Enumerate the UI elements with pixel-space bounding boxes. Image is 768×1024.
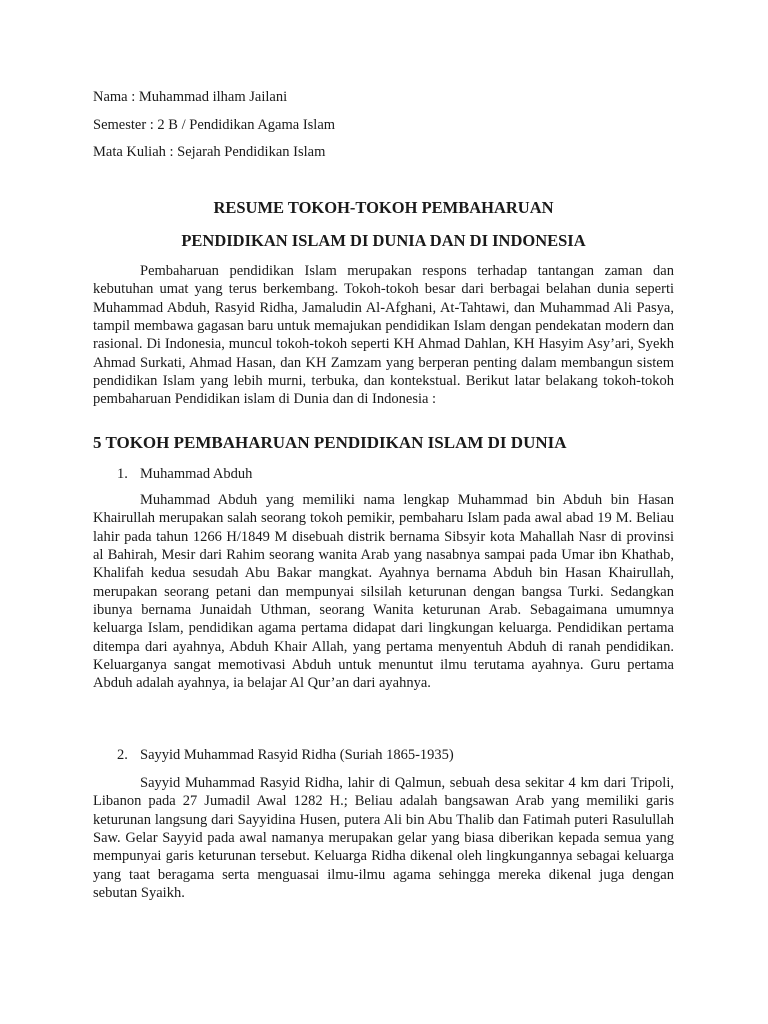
list-item-name: Muhammad Abduh <box>140 466 253 482</box>
course-line: Mata Kuliah : Sejarah Pendidikan Islam <box>93 144 326 160</box>
section-heading: 5 TOKOH PEMBAHARUAN PENDIDIKAN ISLAM DI DUNIA <box>93 433 567 452</box>
document-title-line1: RESUME TOKOH-TOKOH PEMBAHARUAN <box>213 198 554 217</box>
semester-line: Semester : 2 B / Pendidikan Agama Islam <box>93 117 336 133</box>
item-2-paragraph: Sayyid Muhammad Rasyid Ridha, lahir di Qalmun, sebuah desa sekitar 4 km dari Tripoli, Libanon pada 27 Jumadil Awal 1282 H.; Beliau adalah bangsawan Arab yang memiliki garis keturunan langsung dari Sayyidina Husen, putera Ali bin Abu Thalib dan Fatimah puteri Rasulullah Saw. Gelar Sayyid pada awal namanya merupakan gelar yang biasa diberikan kepada semua yang mempunyai garis keturunan tersebut. Keluarga Ridha dikenal oleh lingkungannya sebagai keluarga yang taat beragama serta menguasai ilmu-ilmu agama sehingga mereka dikenal juga dengan sebutan Syaikh. <box>93 775 674 902</box>
intro-paragraph: Pembaharuan pendidikan Islam merupakan respons terhadap tantangan zaman dan kebutuhan umat yang terus berkembang. Tokoh-tokoh besar dari berbagai belahan dunia seperti Muhammad Abduh, Rasyid Ridha, Jamaludin Al-Afghani, At-Tahtawi, dan Muhammad Ali Pasya, tampil membawa gagasan baru untuk memajukan pendidikan Islam dengan pendekatan modern dan rasional. Di Indonesia, muncul tokoh-tokoh seperti KH Ahmad Dahlan, KH Hasyim Asy’ari, Syekh Ahmad Surkati, Ahmad Hasan, dan KH Zamzam yang berperan penting dalam membangun sistem pendidikan Islam yang lebih murni, terbuka, dan kontekstual. Berikut latar belakang tokoh-tokoh pembaharuan Pendidikan islam di Dunia dan di Indonesia : <box>93 263 674 408</box>
list-item-name: Sayyid Muhammad Rasyid Ridha (Suriah 1865-1935) <box>140 747 454 763</box>
list-item-number: 2. <box>117 747 128 763</box>
list-item-1 <box>117 465 252 483</box>
item-1-paragraph: Muhammad Abduh yang memiliki nama lengkap Muhammad bin Abduh bin Hasan Khairullah merupakan salah seorang tokoh pemikir, pembaharu Islam pada awal abad 19 M. Beliau lahir pada tahun 1266 H/1849 M disebuah distrik bernama Sibsyir kota Mahallah Nasr di provinsi al Bahirah, Mesir dari Rahim seorang wanita Arab yang nasabnya sampai pada Umar ibn Khathab, Khalifah kedua sesudah Abu Bakar mangkat. Ayahnya bernama Abduh bin Hasan Khairullah, merupakan seorang petani dan mempunyai silsilah keturunan dengan bangsa Turki. Sedangkan ibunya bernama Junaidah Uthman, seorang Wanita keturunan Arab. Sebagaimana umumnya keluarga Islam, pendidikan agama pertama didapat dari lingkungan keluarga. Pendidikan pertama ditempa dari ayahnya, Abduh Khair Allah, yang pertama menyentuh Abduh di ranah pendidikan. Keluarganya sangat memotivasi Abduh untuk menuntut ilmu terutama ayahnya. Guru pertama Abduh adalah ayahnya, ia belajar Al Qur’an dari ayahnya. <box>93 492 674 692</box>
document-title-line2: PENDIDIKAN ISLAM DI DUNIA DAN DI INDONESIA <box>181 231 586 250</box>
list-item-number: 1. <box>117 466 128 482</box>
list-item-2 <box>117 746 454 764</box>
student-name-line: Nama : Muhammad ilham Jailani <box>93 89 288 105</box>
